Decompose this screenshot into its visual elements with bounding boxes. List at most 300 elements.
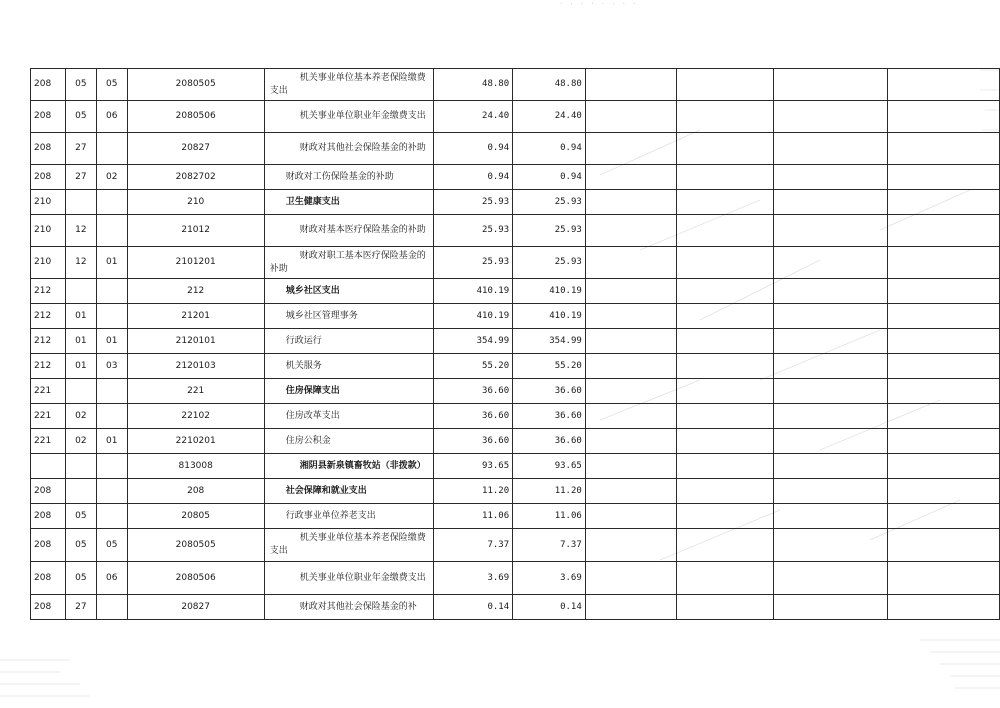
blank-cell bbox=[774, 529, 888, 562]
total-amount-cell-text: 24.40 bbox=[482, 111, 510, 121]
subject-name-cell-text: 住房保障支出 bbox=[285, 385, 340, 396]
class-code-cell bbox=[31, 529, 66, 562]
class-code-cell bbox=[31, 247, 66, 279]
subject-code-cell-text: 212 bbox=[187, 285, 205, 296]
blank-cell bbox=[774, 247, 888, 279]
basic-expense-cell bbox=[513, 354, 586, 379]
basic-expense-cell-text: 36.60 bbox=[554, 435, 582, 446]
subject-code-cell-text: 2080505 bbox=[175, 79, 216, 89]
class-code-cell-text: 208 bbox=[34, 171, 52, 182]
total-amount-cell-text: 3.69 bbox=[487, 572, 510, 583]
subject-code-cell bbox=[127, 304, 264, 329]
section-code-cell bbox=[65, 379, 96, 404]
total-amount-cell-text: 25.93 bbox=[482, 196, 510, 207]
subject-code-cell-text: 20827 bbox=[181, 601, 210, 612]
item-code-cell-text: 05 bbox=[105, 79, 118, 89]
total-amount-cell-text: 410.19 bbox=[476, 285, 510, 296]
basic-expense-cell bbox=[513, 279, 586, 304]
subject-code-cell bbox=[127, 504, 264, 529]
blank-cell bbox=[676, 479, 773, 504]
class-code-cell-text: 208 bbox=[34, 601, 52, 612]
blank-cell bbox=[676, 165, 773, 190]
item-code-cell bbox=[96, 595, 127, 620]
blank-cell bbox=[774, 354, 888, 379]
blank-cell bbox=[774, 133, 888, 165]
class-code-cell bbox=[31, 504, 66, 529]
basic-expense-cell-text: 93.65 bbox=[554, 460, 582, 471]
item-code-cell bbox=[96, 165, 127, 190]
total-amount-cell-text: 11.20 bbox=[482, 485, 510, 496]
blank-cell bbox=[887, 304, 999, 329]
subject-code-cell-text: 221 bbox=[187, 385, 205, 396]
subject-name-cell bbox=[264, 133, 433, 165]
project-expense-cell bbox=[585, 247, 676, 279]
basic-expense-cell-text: 48.80 bbox=[554, 79, 582, 89]
project-expense-cell bbox=[585, 595, 676, 620]
subject-code-cell-text: 208 bbox=[187, 485, 205, 496]
item-code-cell-text: 03 bbox=[105, 360, 118, 371]
class-code-cell bbox=[31, 190, 66, 215]
blank-cell bbox=[887, 279, 999, 304]
blank-cell bbox=[774, 101, 888, 133]
section-code-cell bbox=[65, 479, 96, 504]
total-amount-cell bbox=[433, 69, 513, 101]
blank-cell bbox=[676, 247, 773, 279]
table-row bbox=[31, 279, 1000, 304]
total-amount-cell-text: 25.93 bbox=[482, 225, 510, 235]
total-amount-cell bbox=[433, 304, 513, 329]
class-code-cell-text: 208 bbox=[34, 510, 52, 521]
class-code-cell bbox=[31, 165, 66, 190]
basic-expense-cell bbox=[513, 504, 586, 529]
subject-name-cell bbox=[264, 215, 433, 247]
class-code-cell-text: 208 bbox=[34, 539, 52, 550]
project-expense-cell bbox=[585, 404, 676, 429]
subject-code-cell bbox=[127, 101, 264, 133]
subject-name-cell bbox=[264, 247, 433, 279]
subject-name-cell-text: 社会保障和就业支出 bbox=[285, 485, 367, 496]
blank-cell bbox=[887, 190, 999, 215]
total-amount-cell bbox=[433, 215, 513, 247]
basic-expense-cell-text: 354.99 bbox=[549, 335, 582, 346]
subject-name-cell bbox=[264, 304, 433, 329]
blank-cell bbox=[676, 190, 773, 215]
project-expense-cell bbox=[585, 165, 676, 190]
blank-cell bbox=[887, 329, 999, 354]
total-amount-cell bbox=[433, 562, 513, 595]
blank-cell bbox=[887, 454, 999, 479]
subject-code-cell-text: 2101201 bbox=[175, 257, 216, 267]
section-code-cell bbox=[65, 504, 96, 529]
section-code-cell bbox=[65, 190, 96, 215]
subject-code-cell bbox=[127, 529, 264, 562]
item-code-cell bbox=[96, 354, 127, 379]
item-code-cell bbox=[96, 133, 127, 165]
blank-cell bbox=[887, 165, 999, 190]
blank-cell bbox=[774, 69, 888, 101]
section-code-cell-text: 05 bbox=[75, 510, 87, 521]
item-code-cell bbox=[96, 529, 127, 562]
blank-cell bbox=[676, 279, 773, 304]
subject-code-cell-text: 21201 bbox=[181, 310, 210, 321]
class-code-cell bbox=[31, 354, 66, 379]
total-amount-cell bbox=[433, 595, 513, 620]
subject-code-cell bbox=[127, 354, 264, 379]
class-code-cell bbox=[31, 479, 66, 504]
blank-cell bbox=[774, 215, 888, 247]
blank-cell bbox=[676, 404, 773, 429]
basic-expense-cell-text: 25.93 bbox=[554, 257, 582, 267]
total-amount-cell-text: 410.19 bbox=[476, 310, 510, 321]
class-code-cell bbox=[31, 304, 66, 329]
project-expense-cell bbox=[585, 479, 676, 504]
blank-cell bbox=[676, 304, 773, 329]
item-code-cell-text: 01 bbox=[105, 257, 118, 267]
item-code-cell bbox=[96, 279, 127, 304]
class-code-cell-text: 210 bbox=[34, 257, 52, 267]
section-code-cell-text: 27 bbox=[75, 143, 87, 153]
basic-expense-cell bbox=[513, 529, 586, 562]
blank-cell bbox=[887, 595, 999, 620]
class-code-cell bbox=[31, 454, 66, 479]
table-row bbox=[31, 429, 1000, 454]
blank-cell bbox=[676, 69, 773, 101]
blank-cell bbox=[676, 215, 773, 247]
subject-name-cell bbox=[264, 190, 433, 215]
subject-name-cell bbox=[264, 504, 433, 529]
blank-cell bbox=[887, 247, 999, 279]
section-code-cell bbox=[65, 304, 96, 329]
blank-cell bbox=[887, 133, 999, 165]
class-code-cell-text: 221 bbox=[34, 435, 52, 446]
subject-code-cell-text: 2080506 bbox=[175, 111, 216, 121]
blank-cell bbox=[676, 329, 773, 354]
class-code-cell-text: 210 bbox=[34, 196, 52, 207]
table-row bbox=[31, 329, 1000, 354]
total-amount-cell-text: 11.06 bbox=[482, 510, 510, 521]
subject-code-cell bbox=[127, 429, 264, 454]
blank-cell bbox=[774, 165, 888, 190]
table-row bbox=[31, 454, 1000, 479]
class-code-cell-text: 212 bbox=[34, 310, 52, 321]
section-code-cell bbox=[65, 247, 96, 279]
class-code-cell bbox=[31, 69, 66, 101]
basic-expense-cell bbox=[513, 304, 586, 329]
subject-name-cell-text: 机关事业单位职业年金缴费支出 bbox=[299, 111, 426, 121]
subject-name-cell-text: 财政对其他社会保险基金的补 bbox=[299, 601, 417, 612]
project-expense-cell bbox=[585, 279, 676, 304]
class-code-cell bbox=[31, 595, 66, 620]
basic-expense-cell bbox=[513, 190, 586, 215]
project-expense-cell bbox=[585, 329, 676, 354]
section-code-cell-text: 27 bbox=[75, 171, 87, 182]
item-code-cell bbox=[96, 454, 127, 479]
section-code-cell bbox=[65, 529, 96, 562]
total-amount-cell bbox=[433, 404, 513, 429]
total-amount-cell-text: 36.60 bbox=[482, 435, 510, 446]
subject-code-cell bbox=[127, 479, 264, 504]
blank-cell bbox=[887, 69, 999, 101]
basic-expense-cell bbox=[513, 101, 586, 133]
class-code-cell-text: 208 bbox=[34, 143, 52, 153]
blank-cell bbox=[676, 429, 773, 454]
subject-code-cell-text: 2120103 bbox=[175, 360, 216, 371]
project-expense-cell bbox=[585, 529, 676, 562]
subject-code-cell-text: 2082702 bbox=[175, 171, 216, 182]
class-code-cell-text: 212 bbox=[34, 360, 52, 371]
subject-code-cell bbox=[127, 190, 264, 215]
basic-expense-cell-text: 0.14 bbox=[560, 601, 582, 612]
item-code-cell bbox=[96, 562, 127, 595]
table-row bbox=[31, 404, 1000, 429]
section-code-cell bbox=[65, 404, 96, 429]
subject-name-cell-text: 行政运行 bbox=[285, 335, 322, 346]
class-code-cell bbox=[31, 429, 66, 454]
basic-expense-cell-text: 410.19 bbox=[549, 310, 582, 321]
subject-name-cell bbox=[264, 595, 433, 620]
item-code-cell bbox=[96, 215, 127, 247]
basic-expense-cell bbox=[513, 215, 586, 247]
basic-expense-cell-text: 11.06 bbox=[554, 510, 582, 521]
basic-expense-cell bbox=[513, 454, 586, 479]
subject-code-cell-text: 813008 bbox=[178, 460, 213, 471]
subject-name-cell-text: 机关服务 bbox=[285, 360, 322, 371]
item-code-cell bbox=[96, 504, 127, 529]
subject-name-cell-text: 卫生健康支出 bbox=[285, 196, 340, 207]
blank-cell bbox=[774, 304, 888, 329]
section-code-cell bbox=[65, 595, 96, 620]
class-code-cell bbox=[31, 329, 66, 354]
subject-name-cell bbox=[264, 562, 433, 595]
project-expense-cell bbox=[585, 379, 676, 404]
total-amount-cell bbox=[433, 133, 513, 165]
blank-cell bbox=[676, 354, 773, 379]
total-amount-cell-text: 0.94 bbox=[487, 143, 510, 153]
table-row bbox=[31, 354, 1000, 379]
basic-expense-cell-text: 55.20 bbox=[554, 360, 582, 371]
section-code-cell-text: 27 bbox=[75, 601, 87, 612]
subject-code-cell bbox=[127, 595, 264, 620]
subject-code-cell-text: 2080505 bbox=[175, 539, 216, 550]
basic-expense-cell bbox=[513, 165, 586, 190]
class-code-cell bbox=[31, 215, 66, 247]
project-expense-cell bbox=[585, 101, 676, 133]
section-code-cell bbox=[65, 133, 96, 165]
subject-name-cell bbox=[264, 69, 433, 101]
subject-name-cell-text: 机关事业单位基本养老保险缴费支出 bbox=[269, 533, 426, 556]
basic-expense-cell bbox=[513, 379, 586, 404]
basic-expense-cell bbox=[513, 247, 586, 279]
section-code-cell-text: 05 bbox=[75, 539, 87, 550]
section-code-cell bbox=[65, 454, 96, 479]
section-code-cell bbox=[65, 101, 96, 133]
blank-cell bbox=[887, 379, 999, 404]
table-row bbox=[31, 379, 1000, 404]
project-expense-cell bbox=[585, 562, 676, 595]
table-row bbox=[31, 479, 1000, 504]
section-code-cell bbox=[65, 429, 96, 454]
item-code-cell bbox=[96, 479, 127, 504]
total-amount-cell bbox=[433, 479, 513, 504]
total-amount-cell bbox=[433, 454, 513, 479]
subject-name-cell-text: 住房改革支出 bbox=[285, 410, 340, 421]
table-row bbox=[31, 504, 1000, 529]
item-code-cell bbox=[96, 304, 127, 329]
blank-cell bbox=[887, 562, 999, 595]
class-code-cell-text: 208 bbox=[34, 572, 52, 583]
item-code-cell-text: 02 bbox=[105, 171, 118, 182]
total-amount-cell bbox=[433, 429, 513, 454]
class-code-cell-text: 212 bbox=[34, 285, 52, 296]
item-code-cell bbox=[96, 379, 127, 404]
table-row bbox=[31, 69, 1000, 101]
table-body bbox=[31, 69, 1000, 620]
subject-code-cell-text: 210 bbox=[187, 196, 205, 207]
section-code-cell bbox=[65, 354, 96, 379]
blank-cell bbox=[774, 454, 888, 479]
total-amount-cell-text: 93.65 bbox=[482, 460, 510, 471]
subject-code-cell bbox=[127, 69, 264, 101]
basic-expense-cell-text: 7.37 bbox=[560, 539, 582, 550]
subject-name-cell-text: 财政对其他社会保险基金的补助 bbox=[299, 143, 426, 153]
blank-cell bbox=[676, 595, 773, 620]
section-code-cell-text: 01 bbox=[75, 335, 87, 346]
basic-expense-cell bbox=[513, 69, 586, 101]
basic-expense-cell-text: 11.20 bbox=[554, 485, 582, 496]
class-code-cell-text: 221 bbox=[34, 410, 52, 421]
item-code-cell-text: 06 bbox=[105, 572, 118, 583]
subject-name-cell bbox=[264, 101, 433, 133]
subject-code-cell bbox=[127, 133, 264, 165]
subject-name-cell-text: 财政对基本医疗保险基金的补助 bbox=[299, 225, 426, 235]
subject-code-cell-text: 21012 bbox=[181, 225, 210, 235]
table-row bbox=[31, 562, 1000, 595]
section-code-cell-text: 05 bbox=[75, 111, 87, 121]
table-row bbox=[31, 304, 1000, 329]
subject-name-cell bbox=[264, 279, 433, 304]
blank-cell bbox=[887, 215, 999, 247]
section-code-cell bbox=[65, 165, 96, 190]
project-expense-cell bbox=[585, 215, 676, 247]
subject-name-cell-text: 财政对工伤保险基金的补助 bbox=[285, 171, 394, 182]
basic-expense-cell-text: 0.94 bbox=[560, 171, 582, 182]
section-code-cell bbox=[65, 215, 96, 247]
subject-name-cell bbox=[264, 404, 433, 429]
class-code-cell bbox=[31, 379, 66, 404]
blank-cell bbox=[774, 504, 888, 529]
section-code-cell-text: 01 bbox=[75, 360, 87, 371]
project-expense-cell bbox=[585, 133, 676, 165]
class-code-cell bbox=[31, 133, 66, 165]
basic-expense-cell bbox=[513, 429, 586, 454]
section-code-cell bbox=[65, 562, 96, 595]
class-code-cell bbox=[31, 279, 66, 304]
total-amount-cell-text: 0.14 bbox=[487, 601, 510, 612]
project-expense-cell bbox=[585, 354, 676, 379]
section-code-cell-text: 12 bbox=[75, 225, 87, 235]
blank-cell bbox=[774, 329, 888, 354]
table-row bbox=[31, 529, 1000, 562]
basic-expense-cell-text: 0.94 bbox=[560, 143, 582, 153]
subject-name-cell bbox=[264, 379, 433, 404]
item-code-cell-text: 05 bbox=[105, 539, 118, 550]
subject-name-cell-text: 机关事业单位基本养老保险缴费支出 bbox=[269, 72, 426, 96]
class-code-cell bbox=[31, 101, 66, 133]
subject-name-cell-text: 城乡社区支出 bbox=[285, 285, 340, 296]
table-row bbox=[31, 165, 1000, 190]
basic-expense-cell-text: 36.60 bbox=[554, 385, 582, 396]
total-amount-cell bbox=[433, 190, 513, 215]
subject-code-cell bbox=[127, 215, 264, 247]
project-expense-cell bbox=[585, 190, 676, 215]
section-code-cell bbox=[65, 329, 96, 354]
project-expense-cell bbox=[585, 304, 676, 329]
project-expense-cell bbox=[585, 454, 676, 479]
subject-code-cell bbox=[127, 404, 264, 429]
blank-cell bbox=[887, 529, 999, 562]
table-row bbox=[31, 595, 1000, 620]
subject-code-cell-text: 2120101 bbox=[175, 335, 216, 346]
subject-code-cell bbox=[127, 247, 264, 279]
section-code-cell bbox=[65, 69, 96, 101]
class-code-cell-text: 221 bbox=[34, 385, 52, 396]
subject-code-cell-text: 2080506 bbox=[175, 572, 216, 583]
basic-expense-cell bbox=[513, 329, 586, 354]
item-code-cell bbox=[96, 101, 127, 133]
item-code-cell bbox=[96, 69, 127, 101]
budget-table bbox=[30, 68, 1000, 620]
subject-name-cell-text: 住房公积金 bbox=[285, 435, 331, 446]
blank-cell bbox=[774, 479, 888, 504]
basic-expense-cell-text: 25.93 bbox=[554, 225, 582, 235]
subject-code-cell bbox=[127, 562, 264, 595]
blank-cell bbox=[774, 562, 888, 595]
blank-cell bbox=[887, 504, 999, 529]
total-amount-cell-text: 48.80 bbox=[482, 79, 510, 89]
section-code-cell-text: 12 bbox=[75, 257, 87, 267]
item-code-cell bbox=[96, 190, 127, 215]
item-code-cell-text: 06 bbox=[105, 111, 118, 121]
basic-expense-cell bbox=[513, 595, 586, 620]
subject-code-cell bbox=[127, 379, 264, 404]
blank-cell bbox=[887, 354, 999, 379]
blank-cell bbox=[887, 429, 999, 454]
blank-cell bbox=[676, 562, 773, 595]
subject-name-cell bbox=[264, 354, 433, 379]
project-expense-cell bbox=[585, 69, 676, 101]
total-amount-cell bbox=[433, 504, 513, 529]
subject-name-cell bbox=[264, 165, 433, 190]
blank-cell bbox=[676, 454, 773, 479]
total-amount-cell-text: 25.93 bbox=[482, 257, 510, 267]
basic-expense-cell-text: 25.93 bbox=[554, 196, 582, 207]
total-amount-cell-text: 354.99 bbox=[476, 335, 510, 346]
subject-code-cell-text: 22102 bbox=[181, 410, 210, 421]
item-code-cell-text: 01 bbox=[105, 435, 118, 446]
total-amount-cell bbox=[433, 279, 513, 304]
section-code-cell-text: 05 bbox=[75, 79, 87, 89]
class-code-cell-text: 212 bbox=[34, 335, 52, 346]
blank-cell bbox=[774, 404, 888, 429]
subject-code-cell bbox=[127, 454, 264, 479]
section-code-cell-text: 01 bbox=[75, 310, 87, 321]
basic-expense-cell bbox=[513, 133, 586, 165]
total-amount-cell bbox=[433, 247, 513, 279]
blank-cell bbox=[887, 404, 999, 429]
subject-code-cell-text: 20827 bbox=[181, 143, 210, 153]
blank-cell bbox=[676, 504, 773, 529]
blank-cell bbox=[774, 595, 888, 620]
